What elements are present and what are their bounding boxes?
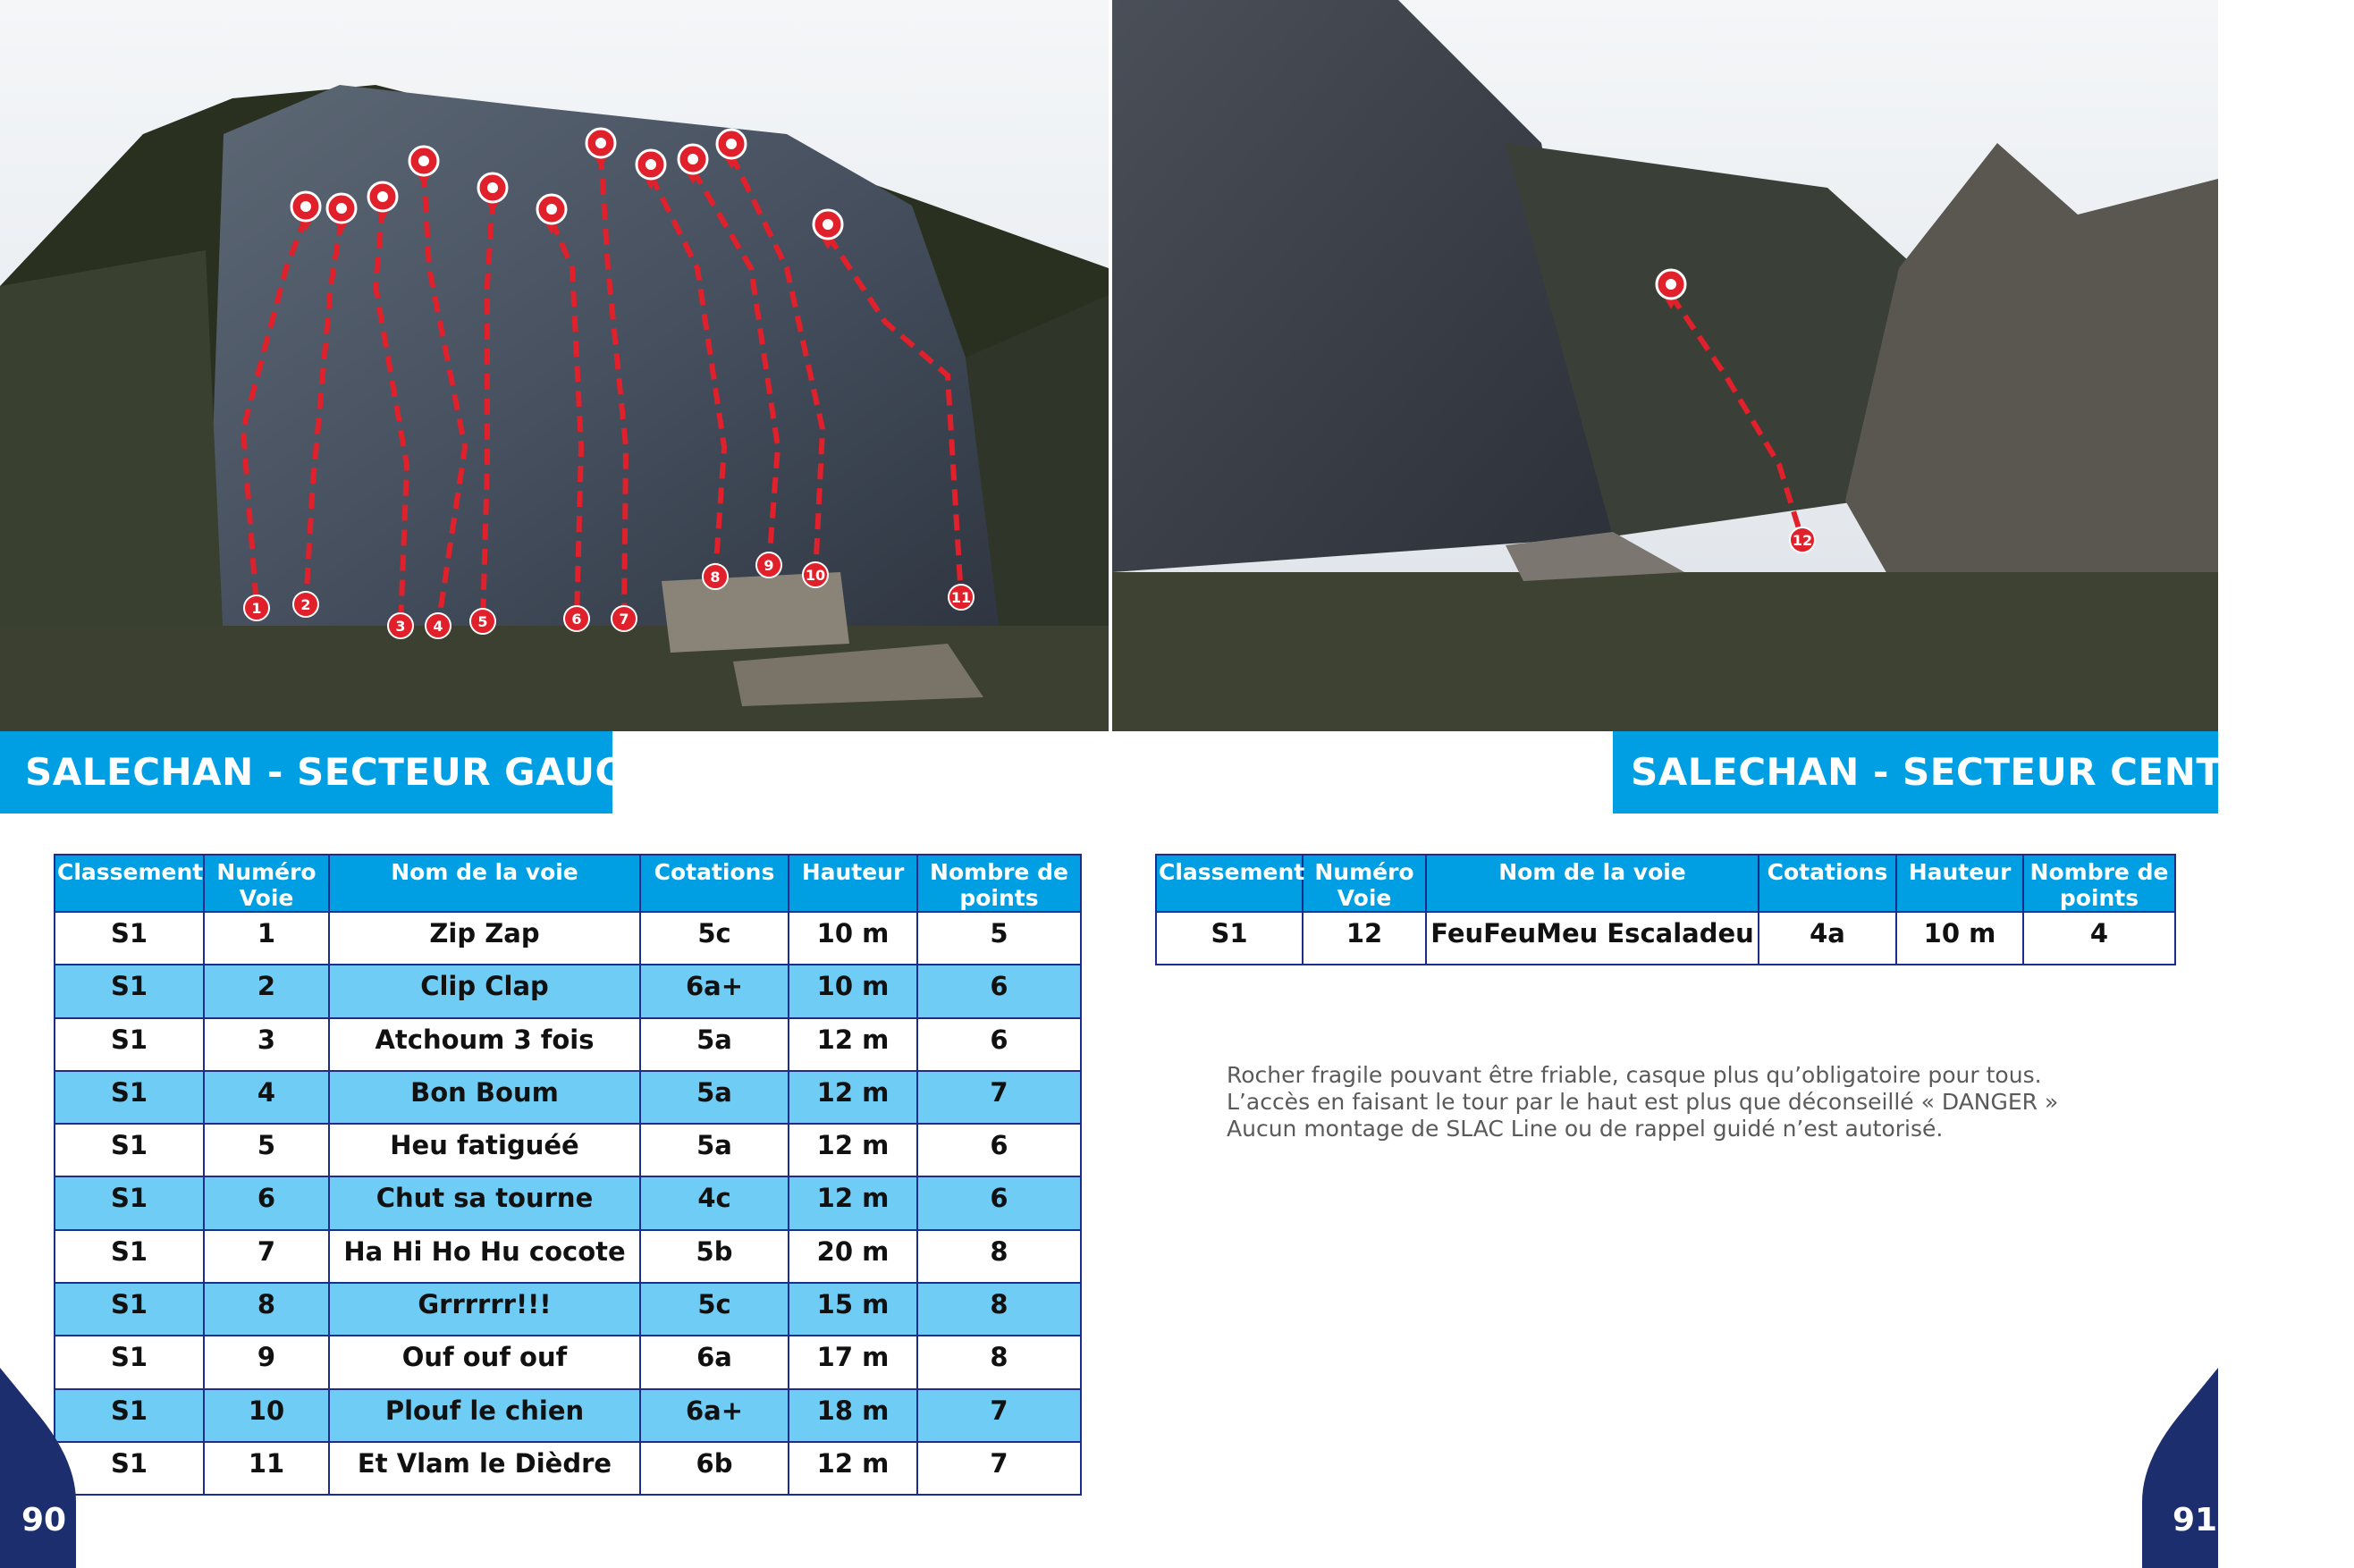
table-cell: 12 — [1303, 912, 1426, 965]
table-row — [55, 912, 1081, 965]
table-cell: Plouf le chien — [329, 1389, 640, 1442]
route-number-badge — [470, 609, 495, 634]
route-number-badge — [756, 552, 781, 577]
column-header: Classement — [55, 855, 204, 912]
route-number-label: 6 — [571, 611, 582, 628]
route-top-pin-icon — [717, 130, 746, 169]
route-line — [651, 175, 724, 577]
table-cell: 4a — [1759, 912, 1896, 965]
column-header: Cotations — [1759, 855, 1896, 912]
table-cell: S1 — [55, 1124, 204, 1176]
route-number-badge — [703, 564, 728, 589]
table-header-row — [1156, 855, 2175, 912]
table-cell: 10 — [204, 1389, 329, 1442]
table-cell: 12 m — [789, 1071, 917, 1124]
table-header-row — [55, 855, 1081, 912]
section-title-left: SALECHAN - SECTEUR GAUCHE (G) — [0, 731, 612, 814]
table-cell: 7 — [917, 1071, 1081, 1124]
table-cell: S1 — [55, 1176, 204, 1229]
route-top-pin-icon — [586, 129, 615, 168]
table-cell: S1 — [55, 1389, 204, 1442]
table-cell: 5 — [917, 912, 1081, 965]
table-cell: 7 — [917, 1389, 1081, 1442]
table-cell: S1 — [55, 1018, 204, 1071]
table-cell: 8 — [204, 1283, 329, 1336]
table-cell: 5c — [640, 1283, 789, 1336]
page-number-right: 91 — [2173, 1502, 2218, 1538]
table-cell: Atchoum 3 fois — [329, 1018, 640, 1071]
table-cell: S1 — [55, 912, 204, 965]
section-title-right: SALECHAN - SECTEUR CENTRE (C) — [1613, 731, 2218, 814]
note-line: Aucun montage de SLAC Line ou de rappel guidé n’est autorisé. — [1227, 1116, 1944, 1142]
route-overlay — [0, 0, 2218, 731]
table-cell: 5 — [204, 1124, 329, 1176]
table-cell: 4c — [640, 1176, 789, 1229]
route-number-label: 5 — [477, 613, 488, 630]
route-line — [601, 154, 626, 619]
table-row — [55, 965, 1081, 1017]
table-cell: 20 m — [789, 1230, 917, 1283]
table-cell: S1 — [55, 1283, 204, 1336]
column-header: Nom de la voie — [1426, 855, 1759, 912]
route-number-label: 3 — [395, 618, 406, 635]
column-header: Nom de la voie — [329, 855, 640, 912]
column-header: Nombre de points — [917, 855, 1081, 912]
table-row — [55, 1230, 1081, 1283]
route-line — [828, 235, 961, 597]
route-top-pin-icon — [409, 147, 438, 186]
table-cell: S1 — [55, 1442, 204, 1495]
table-cell: 4 — [204, 1071, 329, 1124]
table-row — [55, 1071, 1081, 1124]
table-cell: Grrrrrr!!! — [329, 1283, 640, 1336]
route-line — [1671, 295, 1802, 540]
note-line: L’accès en faisant le tour par le haut est plus que déconseillé « DANGER » — [1227, 1089, 2059, 1115]
route-top-pin-icon — [637, 150, 665, 190]
table-cell: Heu fatiguéé — [329, 1124, 640, 1176]
route-number-label: 9 — [764, 557, 774, 574]
route-line — [243, 217, 306, 608]
table-cell: Zip Zap — [329, 912, 640, 965]
table-cell: 12 m — [789, 1176, 917, 1229]
table-cell: S1 — [1156, 912, 1303, 965]
table-cell: 10 m — [1896, 912, 2023, 965]
route-number-badge — [293, 592, 318, 617]
column-header: Cotations — [640, 855, 789, 912]
column-header: Hauteur — [1896, 855, 2023, 912]
table-cell: 12 m — [789, 1124, 917, 1176]
table-cell: 2 — [204, 965, 329, 1017]
route-number-label: 12 — [1792, 532, 1813, 549]
route-number-label: 2 — [300, 596, 311, 613]
table-cell: 8 — [917, 1336, 1081, 1388]
route-line — [306, 219, 342, 604]
table-cell: 15 m — [789, 1283, 917, 1336]
route-number-label: 11 — [950, 589, 972, 606]
routes-table-right — [1155, 854, 2176, 965]
table-cell: 3 — [204, 1018, 329, 1071]
table-cell: 7 — [917, 1442, 1081, 1495]
table-cell: 6a+ — [640, 1389, 789, 1442]
route-line — [483, 198, 493, 621]
table-cell: 6 — [917, 1176, 1081, 1229]
table-cell: 5b — [640, 1230, 789, 1283]
table-cell: 5c — [640, 912, 789, 965]
table-cell: S1 — [55, 965, 204, 1017]
table-cell: 8 — [917, 1283, 1081, 1336]
table-row — [55, 1124, 1081, 1176]
route-number-badge — [612, 606, 637, 631]
safety-note — [1227, 1062, 2121, 1142]
table-cell: 6a+ — [640, 965, 789, 1017]
route-top-pin-icon — [537, 195, 566, 234]
route-top-pin-icon — [679, 145, 707, 184]
table-cell: Et Vlam le Dièdre — [329, 1442, 640, 1495]
column-header: Numéro Voie — [1303, 855, 1426, 912]
column-header: Nombre de points — [2023, 855, 2175, 912]
route-line — [424, 172, 465, 626]
table-cell: 6b — [640, 1442, 789, 1495]
route-line — [552, 220, 581, 619]
route-top-pin-icon — [478, 173, 507, 213]
table-row — [55, 1283, 1081, 1336]
route-top-pin-icon — [1657, 270, 1685, 309]
table-cell: 6 — [917, 1124, 1081, 1176]
route-number-badge — [426, 613, 451, 638]
route-number-label: 10 — [805, 567, 826, 584]
route-line — [731, 155, 823, 575]
table-cell: 12 m — [789, 1442, 917, 1495]
table-cell: 18 m — [789, 1389, 917, 1442]
route-top-pin-icon — [368, 182, 397, 222]
route-number-label: 1 — [251, 600, 262, 617]
table-cell: 11 — [204, 1442, 329, 1495]
column-header: Numéro Voie — [204, 855, 329, 912]
table-cell: 10 m — [789, 912, 917, 965]
column-header: Classement — [1156, 855, 1303, 912]
table-cell: 5a — [640, 1071, 789, 1124]
table-cell: 6 — [917, 965, 1081, 1017]
table-cell: Clip Clap — [329, 965, 640, 1017]
table-cell: 9 — [204, 1336, 329, 1388]
table-cell: S1 — [55, 1336, 204, 1388]
route-number-label: 7 — [619, 611, 629, 628]
table-row — [55, 1018, 1081, 1071]
route-number-label: 4 — [433, 618, 443, 635]
table-cell: 1 — [204, 912, 329, 965]
routes-table-left — [54, 854, 1082, 1496]
table-cell: 6a — [640, 1336, 789, 1388]
table-cell: S1 — [55, 1230, 204, 1283]
table-cell: 10 m — [789, 965, 917, 1017]
table-cell: Ha Hi Ho Hu cocote — [329, 1230, 640, 1283]
table-cell: 5a — [640, 1124, 789, 1176]
route-number-badge — [803, 562, 828, 587]
route-line — [375, 207, 407, 626]
note-line: Rocher fragile pouvant être friable, casque plus qu’obligatoire pour tous. — [1227, 1062, 2042, 1088]
route-number-badge — [949, 585, 974, 610]
table-row — [1156, 912, 2175, 965]
route-top-pin-icon — [814, 210, 842, 249]
table-cell: 8 — [917, 1230, 1081, 1283]
table-row — [55, 1336, 1081, 1388]
table-cell: Bon Boum — [329, 1071, 640, 1124]
table-cell: 12 m — [789, 1018, 917, 1071]
route-top-pin-icon — [291, 192, 320, 232]
route-number-badge — [564, 606, 589, 631]
column-header: Hauteur — [789, 855, 917, 912]
page-number-left: 90 — [21, 1502, 67, 1538]
route-number-badge — [1790, 527, 1815, 552]
table-cell: 6 — [917, 1018, 1081, 1071]
table-cell: S1 — [55, 1071, 204, 1124]
table-row — [55, 1442, 1081, 1495]
table-row — [55, 1176, 1081, 1229]
table-cell: 5a — [640, 1018, 789, 1071]
table-cell: Chut sa tourne — [329, 1176, 640, 1229]
table-cell: 6 — [204, 1176, 329, 1229]
route-number-badge — [244, 595, 269, 620]
table-cell: 17 m — [789, 1336, 917, 1388]
route-top-pin-icon — [327, 194, 356, 233]
table-cell: 7 — [204, 1230, 329, 1283]
route-number-badge — [388, 613, 413, 638]
table-cell: Ouf ouf ouf — [329, 1336, 640, 1388]
table-cell: 4 — [2023, 912, 2175, 965]
route-number-label: 8 — [710, 569, 721, 586]
table-row — [55, 1389, 1081, 1442]
table-cell: FeuFeuMeu Escaladeu — [1426, 912, 1759, 965]
